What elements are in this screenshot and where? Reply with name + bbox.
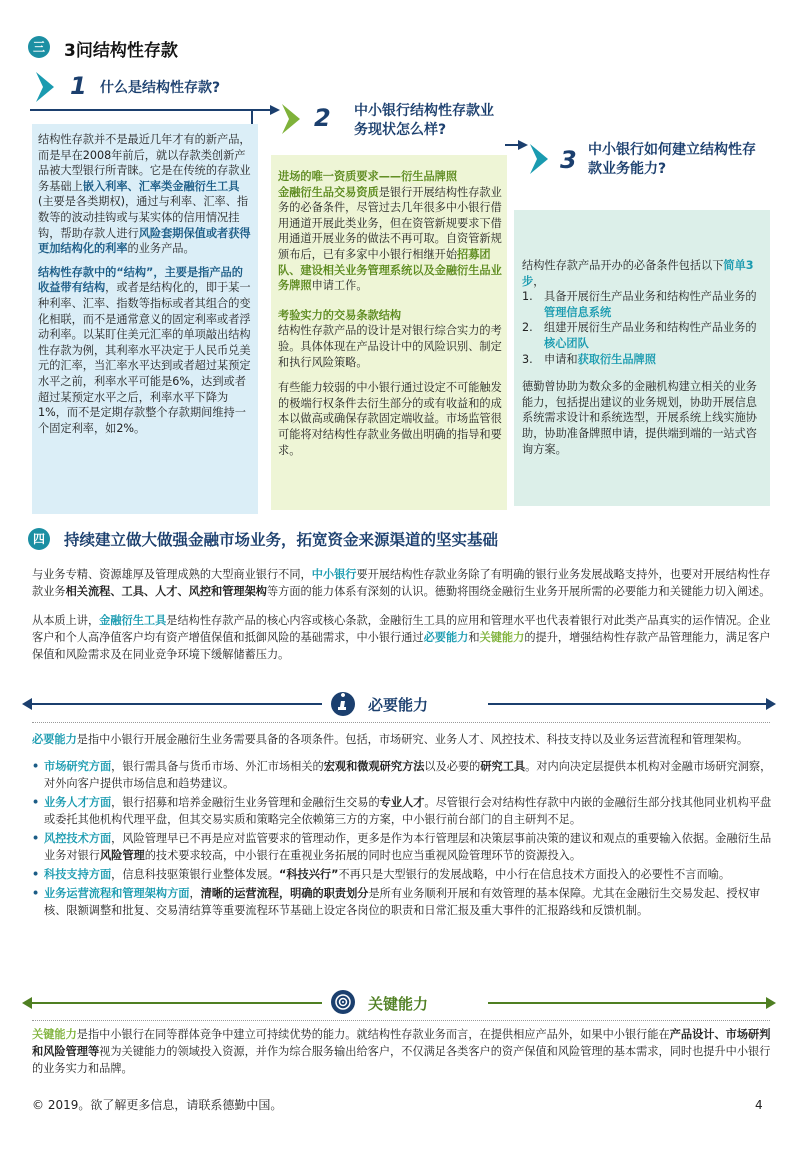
highlight-text: 简单3步: [522, 259, 754, 288]
highlight-text: 市场研究方面: [44, 760, 112, 773]
paragraph: [38, 132, 254, 257]
paragraph: [278, 185, 502, 294]
paragraph: [32, 566, 772, 600]
text: 以及必要的: [424, 760, 481, 773]
text: (主要是各类期权)，通过与利率、汇率、指数等的波动挂钩或与某实体的信用情况挂钩，帮助存款人进行: [38, 195, 249, 240]
footer-copyright: © 2019。欲了解更多信息，请联系德勤中国。: [32, 1098, 283, 1112]
text: 从本质上讲，: [32, 614, 100, 627]
list-text: [544, 289, 764, 320]
text: 等方面的能力体系有深刻的认识。德勤将围绕金融衍生业务开展所需的必要能力和关键能力切入阐述。: [266, 585, 771, 598]
text: 是指中小银行开展金融衍生业务需要具备的各项条件。包括，市场研究、业务人才、风控技术、科技支持以及业务运营流程和管理架构。: [76, 733, 749, 746]
key-title: 关键能力: [368, 995, 429, 1013]
chevron-right-icon: [280, 104, 302, 134]
page-number: 4: [755, 1098, 763, 1112]
text: ，风险管理早已不再是应对监管要求的管理动作，更多是作为本行管理层和决策层事前决策的建议和观点的重要输入依据。金融衍生品业务对银行: [44, 832, 772, 862]
step-number: 1: [70, 72, 87, 100]
step-number: 3: [560, 146, 577, 174]
section-badge: 三: [28, 36, 50, 58]
divider: [488, 703, 768, 705]
highlight-text: 专业人才: [379, 796, 425, 809]
step-title: 什么是结构性存款?: [100, 80, 221, 96]
list-number: 2.: [522, 321, 533, 335]
text: 组建开展衍生产品业务和结构性产品业务的: [544, 321, 757, 335]
highlight-text: 业务运营流程和管理架构方面: [44, 887, 190, 900]
step-list: [522, 289, 764, 367]
text: 申请和: [544, 352, 578, 366]
list-number: 3.: [522, 352, 533, 366]
box-heading: 考验实力的交易条款结构: [278, 308, 402, 322]
highlight-text: 清晰的运营流程，明确的职责划分: [200, 887, 369, 900]
highlight-text: 中小银行: [311, 568, 357, 581]
text: 的提升，增强结构性存款产品管理能力，满足客户保值和风险需求及在同业竞争环境下缓解储蓄压力。: [32, 631, 771, 661]
answer-box-3: [514, 210, 770, 506]
step-number: 2: [314, 104, 331, 132]
highlight-text: 宏观和微观研究方法: [323, 760, 425, 773]
bullet-item: [32, 758, 772, 792]
highlight-text: 科技支持方面: [44, 868, 112, 881]
list-text: [544, 320, 764, 351]
target-icon: [331, 990, 355, 1014]
highlight-text: 风控技术方面: [44, 832, 112, 845]
text: 。对内向决定层提供本机构对金融市场研究洞察，对外向客户提供市场信息和趋势建议。: [44, 760, 772, 790]
highlight-text: 产品设计、市场研判和风险管理等: [32, 1028, 771, 1058]
arrow-left-icon: [22, 698, 34, 710]
highlight-text: 金融衍生工具: [99, 614, 167, 627]
highlight-text: 金融衍生品交易资质: [278, 185, 379, 199]
highlight-text: 必要能力: [32, 733, 77, 746]
bullet-item: [32, 794, 772, 828]
necessary-title: 必要能力: [368, 696, 429, 714]
paragraph: 有些能力较弱的中小银行通过设定不可能触发的极端行权条件去衍生部分的或有收益和的成本以做高或确保存款固定端收益。市场监管很可能将对结构性存款业务做出明确的指导和要求。: [278, 381, 502, 457]
key-body: [32, 1026, 772, 1077]
text: ，或者是结构化的，即于某一种利率、汇率、指数等指标或者其组合的变化相联，而不是通常意义的固定利率或者浮动利率。以某盯住美元汇率的单项敲出结构性存款为例，其利率水平决定于人民币兑美元的汇率，当汇率水平达到或者超过某预定水平之前，利率水平可能是6%，达到或者超过某预定水平之后，利率水平下降为1%，而不是定期存款整个存款期间维持一个固定利率，如2%。: [38, 281, 251, 435]
step-list-item: [522, 352, 764, 368]
bullet-item: [32, 885, 772, 919]
section-title: 3问结构性存款: [64, 41, 178, 61]
chevron-right-icon: [34, 72, 56, 102]
highlight-text: “科技兴行”: [278, 868, 339, 881]
paragraph: [32, 1026, 772, 1077]
divider: [32, 703, 322, 705]
text: 的业务产品。: [127, 242, 195, 256]
paragraph: [38, 265, 254, 437]
text: 是所有业务顺利开展和有效管理的基本保障。尤其在金融衍生交易发起、授权审核、限额调整和批复、交易清结算等重要流程环节基础上设定各岗位的职责和日常汇报及重大事件的汇报路线和反馈机制。: [44, 887, 761, 917]
box-heading: 进场的唯一资质要求——衍生品牌照: [278, 170, 458, 183]
highlight-text: 核心团队: [544, 336, 589, 350]
highlight-text: 结构性存款中的“结构”，主要是指产品的收益带有结构: [38, 265, 243, 295]
text: 不再只是大型银行的发展战略，中小行在信息技术方面投入的必要性不言而喻。: [338, 868, 731, 881]
chess-piece-icon: [331, 692, 355, 716]
answer-box-2: [271, 155, 507, 510]
text: 具备开展衍生产品业务和结构性产品业务的: [544, 290, 757, 304]
text: 结构性存款产品开办的必备条件包括以下: [522, 259, 724, 272]
text: 是银行开展结构性存款业务的必备条件，尽管过去几年很多中小银行借用通道开展此类业务，但在资管新规要求下借用通道开展业务的做法不再可取。自资管新规颁布后，已有多家中小银行相继开始: [278, 185, 502, 261]
divider: [488, 1002, 768, 1004]
divider: [32, 1002, 322, 1004]
text: ，: [533, 274, 545, 288]
arrow-left-icon: [22, 997, 34, 1009]
section-badge: 四: [28, 528, 50, 550]
list-text: [544, 352, 656, 368]
arrow-right-icon: [766, 698, 778, 710]
list-number: 1.: [522, 290, 533, 304]
text: ，: [189, 887, 201, 900]
text: 是指中小银行在同等群体竞争中建立可持续优势的能力。就结构性存款业务而言，在提供相应产品外，如果中小银行能在: [76, 1028, 670, 1041]
highlight-text: 关键能力: [32, 1028, 77, 1041]
arrow-right-icon: [766, 997, 778, 1009]
bullet-item: [32, 866, 772, 883]
paragraph: [32, 612, 772, 663]
text: 要开展结构性存款业务除了有明确的银行业务发展战略支持外，也要对开展结构性存款业务: [32, 568, 771, 598]
paragraph: [522, 258, 764, 289]
step-list-item: [522, 289, 764, 320]
necessary-body: [32, 731, 772, 921]
step-title: 中小银行如何建立结构性存款业务能力?: [588, 142, 756, 177]
highlight-text: 管理信息系统: [544, 305, 612, 319]
chevron-right-icon: [528, 144, 550, 174]
text: 与业务专精、资源雄厚及管理成熟的大型商业银行不同，: [32, 568, 312, 581]
bullet-list: [32, 758, 772, 919]
answer-box-1: [32, 124, 258, 514]
text: ，信息科技驱策银行业整体发展。: [111, 868, 279, 881]
section-body: [32, 566, 772, 663]
step-list-item: [522, 320, 764, 351]
text: 的技术要求较高，中小银行在重视业务拓展的同时也应当重视风险管理环节的资源投入。: [144, 849, 582, 862]
text: 视为关键能力的领域投入资源，并作为综合服务输出给客户，不仅满足各类客户的资产保值和风险管理的基本需求，同时也提升中小银行的业务实力和品牌。: [32, 1045, 771, 1075]
text: 结构性存款并不是最近几年才有的新产品，而是早在2008年前后，就以存款类创新产品被大型银行所青睐。它是在传统的存款业务基础上: [38, 133, 251, 193]
highlight-text: 招募团队、建设相关业务管理系统以及金融衍生品业务牌照: [278, 247, 502, 293]
highlight-text: 风险套期保值或者获得更加结构化的利率: [38, 226, 251, 256]
paragraph: 结构性存款产品的设计是对银行综合实力的考验。具体体现在产品设计中的风险识别、制定和执行风险策略。: [278, 324, 502, 369]
highlight-text: 业务人才方面: [44, 796, 112, 809]
highlight-text: 嵌入利率、汇率类金融衍生工具: [82, 179, 240, 193]
text: ，银行需具备与货币市场、外汇市场相关的: [111, 760, 324, 773]
text: 和: [468, 631, 480, 644]
bullet-item: [32, 830, 772, 864]
text: 申请工作。: [311, 279, 368, 293]
highlight-text: 研究工具: [480, 760, 526, 773]
highlight-text: 相关流程、工具、人才、风控和管理架构: [65, 585, 267, 598]
step-title: 中小银行结构性存款业务现状怎么样?: [354, 103, 494, 138]
highlight-text: 风险管理: [99, 849, 145, 862]
text: 是结构性存款产品的核心内容或核心条款，金融衍生工具的应用和管理水平也代表着银行对此类产品真实的运作情况。企业客户和个人高净值客户均有资产增值保值和抵御风险的基础需求，中小银行通过: [32, 614, 771, 644]
dotted-separator: [32, 1020, 770, 1021]
paragraph: 德勤曾协助为数众多的金融机构建立相关的业务能力，包括提出建议的业务规划，协助开展信息系统需求设计和系统选型，开展系统上线实施协助，协助准备牌照申请，提供端到端的一站式咨询方案。: [522, 380, 757, 456]
paragraph: [32, 731, 772, 748]
highlight-text: 关键能力: [479, 631, 525, 644]
text: 。尽管银行会对结构性存款中内嵌的金融衍生部分找其他同业机构平盘或委托其他机构代理平盘，但其交易实质和策略完全依赖第三方的方案，中小银行前台部门的自主研判不足。: [44, 796, 772, 826]
text: ，银行招募和培养金融衍生业务管理和金融衍生交易的: [111, 796, 380, 809]
section-title: 持续建立做大做强金融市场业务，拓宽资金来源渠道的坚实基础: [64, 531, 499, 549]
highlight-text: 获取衍生品牌照: [577, 352, 656, 366]
highlight-text: 必要能力: [423, 631, 469, 644]
dotted-separator: [32, 722, 770, 723]
